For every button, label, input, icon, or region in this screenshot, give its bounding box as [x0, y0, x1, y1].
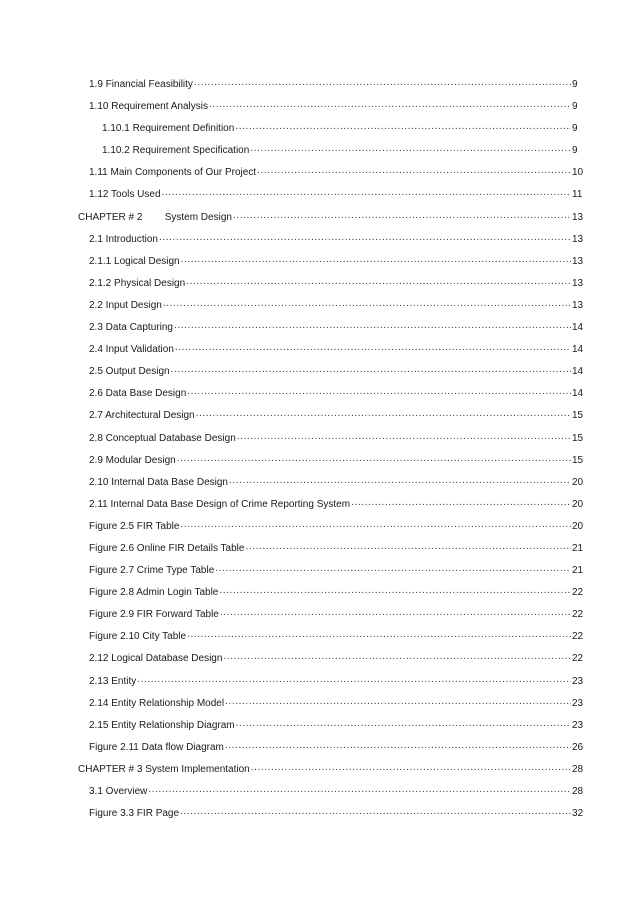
- toc-entry-title: Figure 2.8 Admin Login Table: [89, 587, 219, 599]
- dot-leader: [225, 740, 571, 750]
- toc-entry-title: Figure 3.3 FIR Page: [89, 808, 180, 820]
- toc-entry[interactable]: [0, 671, 638, 693]
- toc-entry-title: 2.11 Internal Data Base Design of Crime Reporting System: [89, 498, 351, 510]
- toc-entry-title: 2.3 Data Capturing: [89, 322, 173, 334]
- toc-entry-title: 2.1.1 Logical Design: [89, 255, 180, 267]
- toc-entry-title: 2.1.2 Physical Design: [89, 277, 186, 289]
- dot-leader: [196, 408, 571, 418]
- toc-entry-title: 1.10 Requirement Analysis: [89, 101, 208, 113]
- dot-leader: [163, 298, 571, 308]
- dot-leader: [181, 254, 571, 264]
- toc-entry[interactable]: [0, 450, 638, 472]
- toc-entry-title: CHAPTER # 2 System Design: [78, 211, 232, 223]
- toc-entry[interactable]: [0, 803, 638, 825]
- toc-entry[interactable]: [0, 759, 638, 781]
- dot-leader: [257, 165, 571, 175]
- toc-entry-title: 2.2 Input Design: [89, 299, 162, 311]
- toc-entry-page-number: 14: [572, 322, 584, 334]
- toc-entry-page-number: 22: [572, 653, 584, 665]
- toc-entry-page-number: 21: [572, 542, 584, 554]
- toc-entry[interactable]: [0, 118, 638, 140]
- toc-entry-page-number: 22: [572, 609, 584, 621]
- toc-entry[interactable]: [0, 405, 638, 427]
- toc-entry-title: 2.12 Logical Database Design: [89, 653, 223, 665]
- dot-leader: [219, 585, 571, 595]
- toc-entry[interactable]: [0, 295, 638, 317]
- toc-entry[interactable]: [0, 339, 638, 361]
- toc-entry-title: 2.4 Input Validation: [89, 344, 174, 356]
- toc-entry-page-number: 14: [572, 366, 584, 378]
- toc-entry-page-number: 14: [572, 388, 584, 400]
- toc-entry-title: 2.6 Data Base Design: [89, 388, 187, 400]
- dot-leader: [235, 121, 571, 131]
- toc-entry-page-number: 13: [572, 277, 584, 289]
- toc-entry[interactable]: [0, 251, 638, 273]
- dot-leader: [236, 718, 571, 728]
- toc-entry-page-number: 20: [572, 476, 584, 488]
- dot-leader: [177, 453, 571, 463]
- dot-leader: [137, 674, 571, 684]
- toc-entry[interactable]: [0, 516, 638, 538]
- dot-leader: [171, 364, 571, 374]
- toc-entry-page-number: 13: [572, 233, 584, 245]
- toc-entry-title: 1.10.2 Requirement Specification: [102, 145, 250, 157]
- toc-entry-page-number: 26: [572, 741, 584, 753]
- toc-entry[interactable]: [0, 361, 638, 383]
- toc-entry[interactable]: [0, 96, 638, 118]
- toc-entry[interactable]: [0, 207, 638, 229]
- toc-entry-title: 1.9 Financial Feasibility: [89, 79, 193, 90]
- toc-entry[interactable]: [0, 715, 638, 737]
- toc-entry[interactable]: [0, 472, 638, 494]
- dot-leader: [225, 696, 571, 706]
- dot-leader: [194, 77, 571, 87]
- toc-entry-title: Figure 2.5 FIR Table: [89, 520, 180, 532]
- dot-leader: [186, 276, 571, 286]
- toc-entry-page-number: 23: [572, 719, 584, 731]
- toc-entry-title: 3.1 Overview: [89, 786, 148, 797]
- toc-entry-page-number: 32: [572, 808, 584, 820]
- dot-leader: [162, 187, 571, 197]
- toc-entry-page-number: 13: [572, 255, 584, 267]
- toc-entry[interactable]: [0, 582, 638, 604]
- toc-entry[interactable]: [0, 781, 638, 803]
- dot-leader: [209, 99, 571, 109]
- toc-entry-title: Figure 2.7 Crime Type Table: [89, 565, 215, 577]
- dot-leader: [215, 563, 571, 573]
- toc-entry[interactable]: [0, 273, 638, 295]
- toc-entry-page-number: 13: [572, 211, 584, 223]
- toc-entry-title: 1.11 Main Components of Our Project: [89, 167, 257, 179]
- toc-entry-page-number: 20: [572, 498, 584, 510]
- toc-entry[interactable]: [0, 626, 638, 648]
- toc-entry[interactable]: [0, 184, 638, 206]
- toc-entry-title: 2.15 Entity Relationship Diagram: [89, 719, 235, 731]
- toc-entry[interactable]: [0, 383, 638, 405]
- toc-entry-page-number: 22: [572, 631, 584, 643]
- toc-entry[interactable]: [0, 737, 638, 759]
- toc-entry-title: 2.7 Architectural Design: [89, 410, 195, 422]
- toc-entry-page-number: 9: [572, 79, 578, 90]
- toc-entry[interactable]: [0, 428, 638, 450]
- dot-leader: [237, 431, 571, 441]
- toc-entry-title: 2.5 Output Design: [89, 366, 170, 378]
- toc-entry-page-number: 28: [572, 786, 584, 797]
- toc-entry-title: 2.14 Entity Relationship Model: [89, 697, 225, 709]
- toc-entry-title: CHAPTER # 3 System Implementation: [78, 763, 250, 775]
- toc-entry-page-number: 23: [572, 675, 584, 687]
- dot-leader: [148, 784, 571, 794]
- dot-leader: [229, 475, 571, 485]
- toc-entry-page-number: 15: [572, 454, 584, 466]
- toc-entry-page-number: 9: [572, 145, 578, 157]
- toc-entry[interactable]: [0, 494, 638, 516]
- dot-leader: [159, 232, 571, 242]
- dot-leader: [180, 519, 571, 529]
- toc-entry-page-number: 9: [572, 123, 578, 135]
- toc-entry-title: Figure 2.9 FIR Forward Table: [89, 609, 219, 621]
- dot-leader: [245, 541, 571, 551]
- toc-entry[interactable]: [0, 140, 638, 162]
- toc-entry-title: 1.10.1 Requirement Definition: [102, 123, 235, 135]
- toc-entry[interactable]: [0, 693, 638, 715]
- toc-entry-title: 2.10 Internal Data Base Design: [89, 476, 228, 488]
- dot-leader: [351, 497, 571, 507]
- dot-leader: [233, 210, 571, 220]
- toc-entry-page-number: 9: [572, 101, 578, 113]
- toc-entry-page-number: 23: [572, 697, 584, 709]
- toc-entry[interactable]: [0, 229, 638, 251]
- toc-entry-page-number: 28: [572, 763, 584, 775]
- dot-leader: [187, 386, 571, 396]
- toc-entry-page-number: 21: [572, 565, 584, 577]
- dot-leader: [250, 143, 571, 153]
- toc-entry[interactable]: [0, 560, 638, 582]
- toc-entry-page-number: 11: [572, 189, 583, 201]
- toc-entry[interactable]: [0, 162, 638, 184]
- toc-entry[interactable]: [0, 538, 638, 560]
- toc-entry-title: 2.8 Conceptual Database Design: [89, 432, 236, 444]
- dot-leader: [223, 651, 571, 661]
- toc-entry-page-number: 13: [572, 299, 584, 311]
- toc-entry-title: Figure 2.11 Data flow Diagram: [89, 741, 224, 753]
- toc-entry[interactable]: [0, 317, 638, 339]
- toc-entry-title: 1.12 Tools Used: [89, 189, 161, 201]
- toc-entry-title: 2.1 Introduction: [89, 233, 158, 245]
- toc-entry-page-number: 22: [572, 587, 584, 599]
- toc-entry-title: Figure 2.6 Online FIR Details Table: [89, 542, 245, 554]
- dot-leader: [175, 342, 571, 352]
- toc-entry-page-number: 14: [572, 344, 584, 356]
- toc-entry[interactable]: [0, 604, 638, 626]
- toc-entry[interactable]: [0, 648, 638, 670]
- dot-leader: [180, 806, 571, 816]
- toc-entry-page-number: 15: [572, 410, 584, 422]
- dot-leader: [187, 629, 571, 639]
- dot-leader: [220, 607, 571, 617]
- dot-leader: [174, 320, 571, 330]
- dot-leader: [251, 762, 571, 772]
- toc-entry-title: 2.9 Modular Design: [89, 454, 176, 466]
- toc-entry-page-number: 10: [572, 167, 584, 179]
- toc-entry-title: 2.13 Entity: [89, 675, 137, 687]
- toc-entry-title: Figure 2.10 City Table: [89, 631, 187, 643]
- toc-entry-page-number: 20: [572, 520, 584, 532]
- toc-entry-page-number: 15: [572, 432, 584, 444]
- toc-entry[interactable]: [0, 74, 638, 96]
- table-of-contents: [0, 74, 638, 825]
